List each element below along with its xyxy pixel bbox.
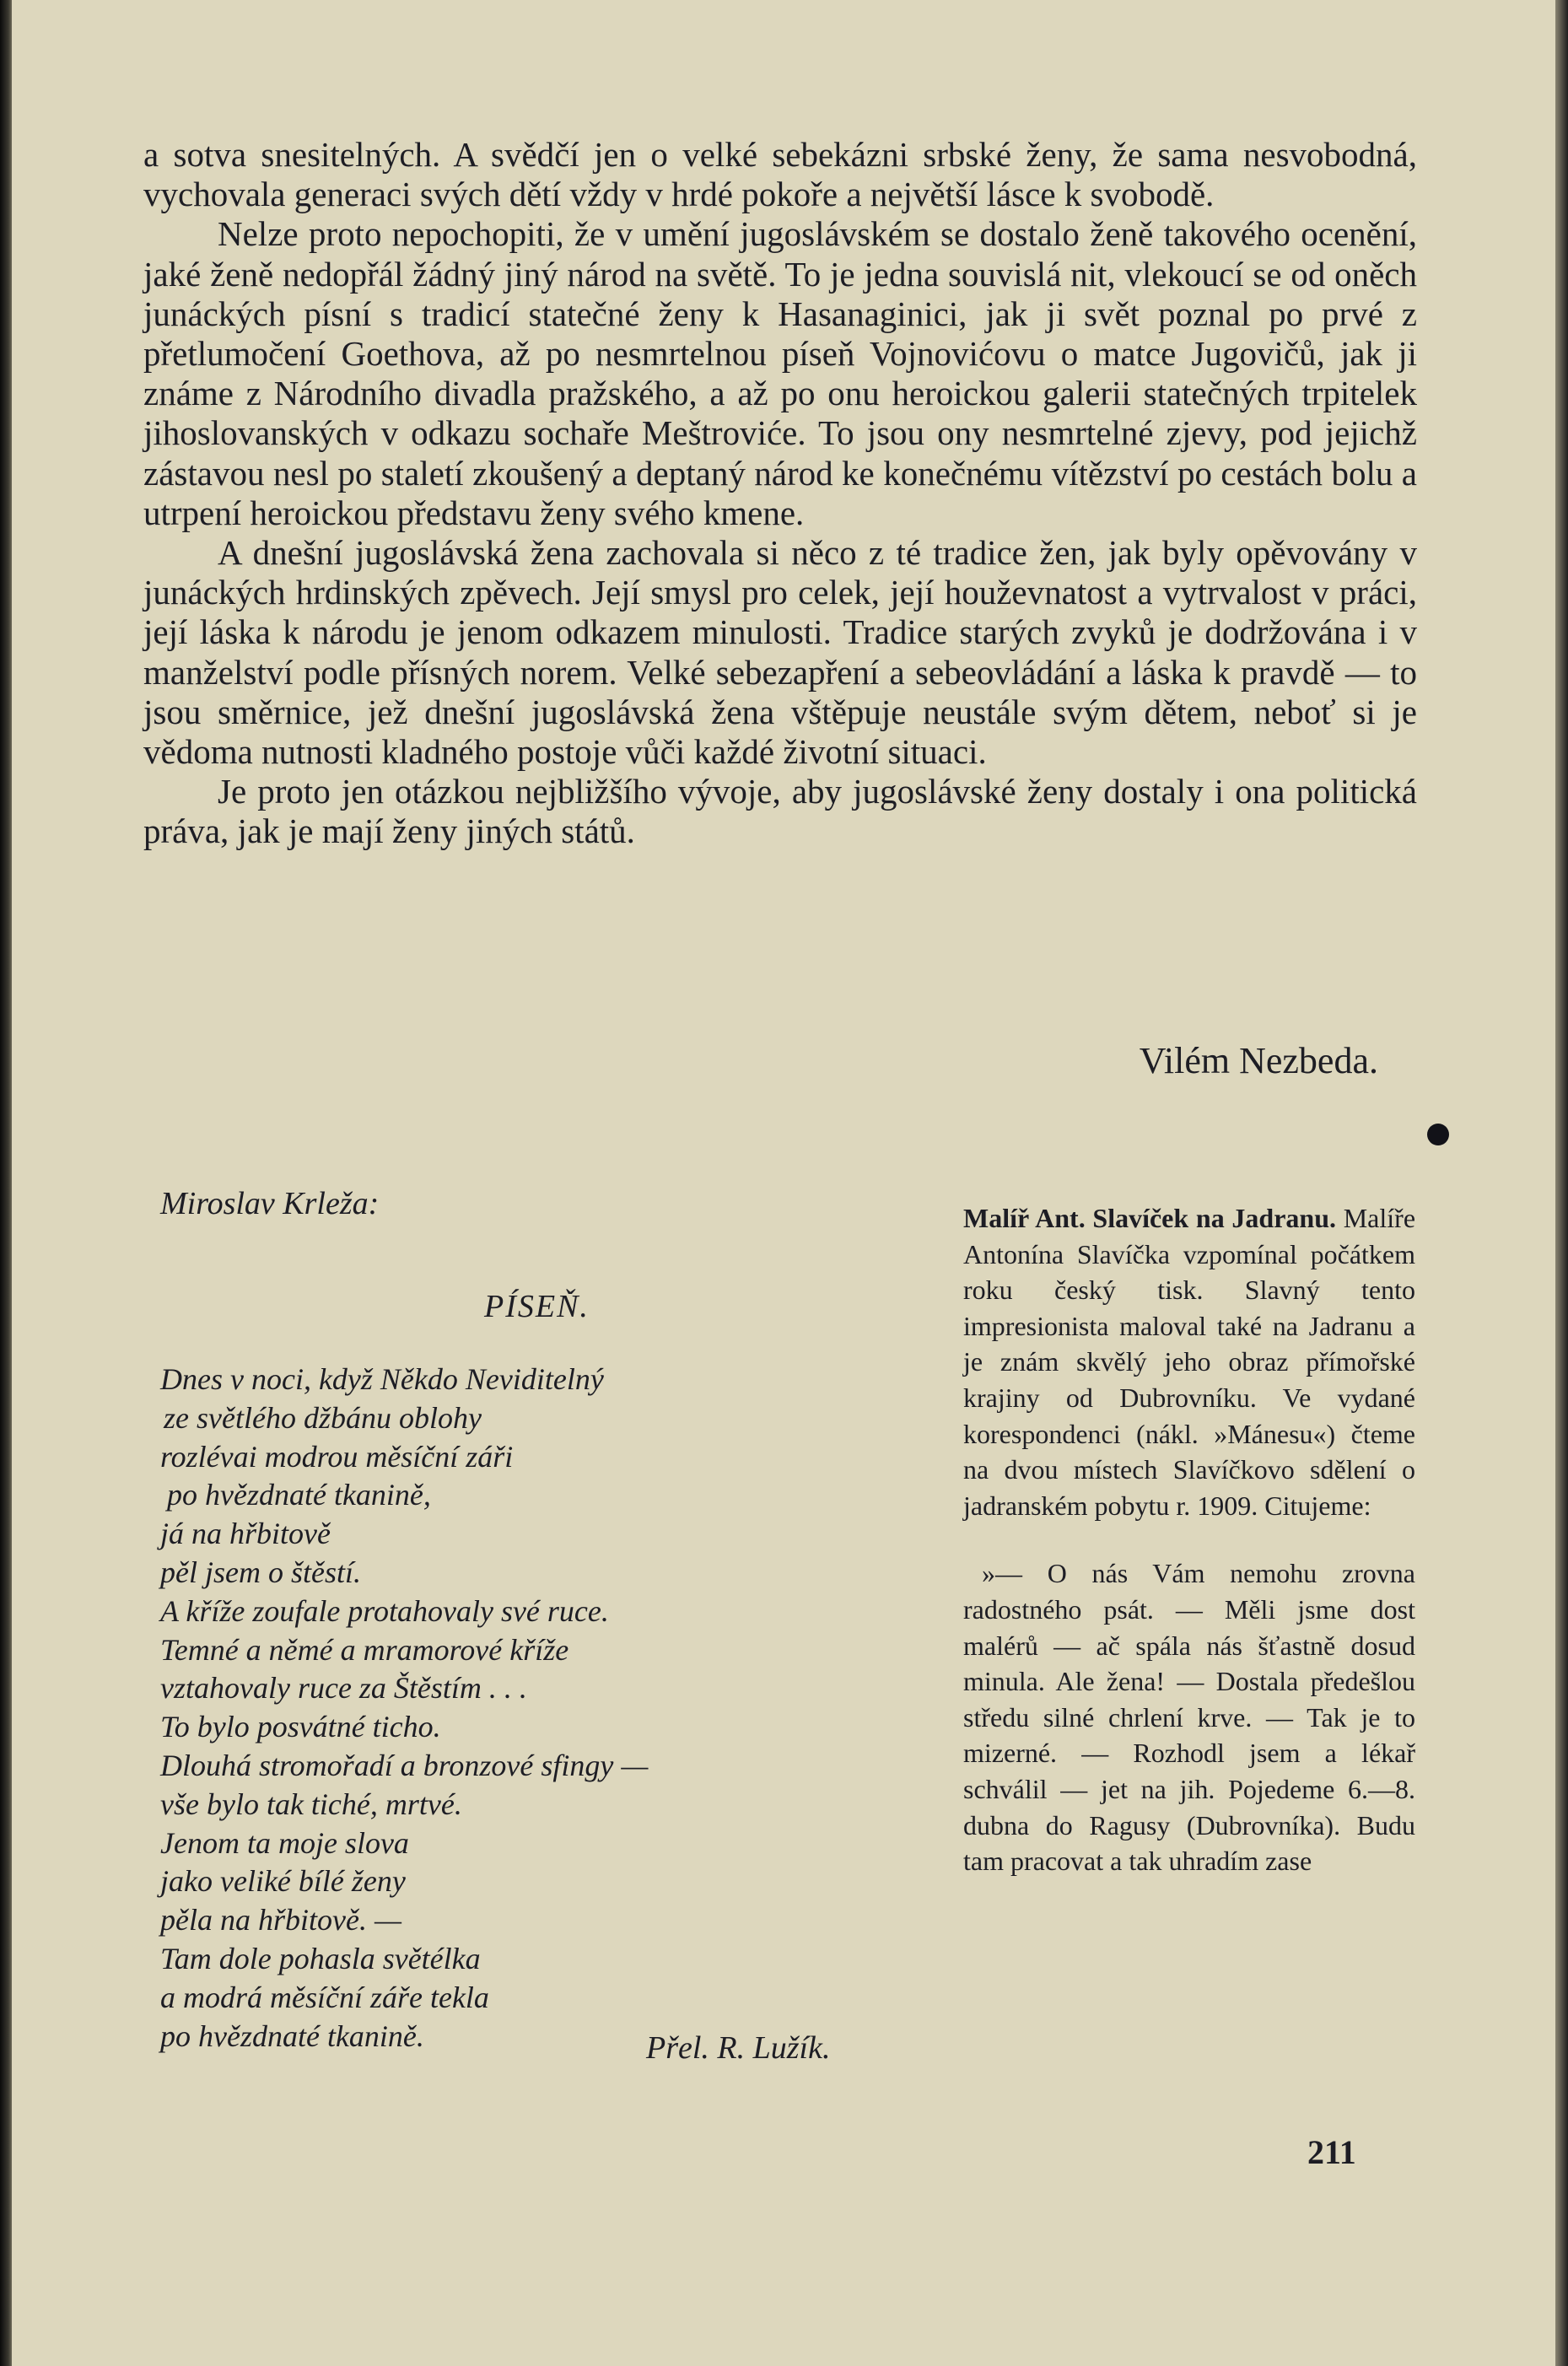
poem-verses (160, 1361, 919, 2056)
poem-verse: po hvězdnaté tkanině. (160, 2018, 424, 2053)
poem-verse: Temné a němé a mramorové kříže (160, 1632, 569, 1667)
article-paragraph-2: Nelze proto nepochopiti, že v umění jugoslávském se dostalo ženě takového ocenění, jaké ženě nedopřál žádný jiný národ na světě. To je jedna souvislá nit, vlekoucí se od oněch junáckých písní s tradicí statečné ženy k Hasanaginici, jak ji svět poznal po prvé z přetlumočení Goethova, až po nesmrtelnou píseň Vojnovićovu o matce Jugovičů, jak ji známe z Národního divadla pražského, a až po onu heroickou galerii statečných trpitelek jihoslovanských v odkazu sochaře Meštroviće. To jsou ony nesmrtelné zjevy, pod jejichž zástavou nesl po staletí zkoušený a deptaný národ ke konečnému vítězství po cestách bolu a utrpení heroickou představu ženy svého kmene. (143, 214, 1417, 532)
poem-verse: já na hřbitově (160, 1517, 331, 1551)
article-signature: Vilém Nezbeda. (1139, 1040, 1378, 1081)
poem-verse: To bylo posvátné ticho. (160, 1710, 441, 1744)
poem-verse: ze světlého džbánu oblohy (164, 1400, 482, 1435)
poem-verse: jako veliké bílé ženy (160, 1864, 406, 1899)
news-intro (963, 1200, 1415, 1523)
poem-verse: A kříže zoufale protahovaly své ruce. (160, 1593, 609, 1628)
poem-verse: Dlouhá stromořadí a bronzové sfingy — (160, 1748, 649, 1782)
poem-verse: rozlévai modrou měsíční záři (160, 1439, 514, 1474)
article-paragraph-4: Je proto jen otázkou nejbližšího vývoje, aby jugoslávské ženy dostaly i ona politická práva, jak je mají ženy jiných států. (143, 772, 1417, 851)
section-bullet (1427, 1124, 1449, 1145)
news-headline: Malíř Ant. Slavíček na Jadranu. (963, 1203, 1336, 1233)
news-quote: »— O nás Vám nemohu zrovna radostného psát. — Měli jsme dost malérů — ač spála nás šťastně dosud minula. Ale žena! — Dostala předešlou středu silné chrlení krve. — Tak je to mizerné. — Rozhodl jsem a lékař schválil — jet na jih. Pojedeme 6.—8. dubna do Ragusy (Dubrovníka). Budu tam pracovat a tak uhradím zase (963, 1558, 1415, 1877)
news-column (963, 1200, 1415, 1879)
poem-verse: Jenom ta moje slova (160, 1825, 409, 1860)
poem-verse: Dnes v noci, když Někdo Neviditelný (160, 1362, 604, 1396)
page-number: 211 (1307, 2133, 1356, 2171)
article-paragraph-1: a sotva snesitelných. A svědčí jen o velké sebekázni srbské ženy, že sama nesvobodná, vychovala generaci svých dětí vždy v hrdé pokoře a největší lásce k svobodě. (143, 135, 1417, 214)
article-text (143, 135, 1417, 852)
book-page (12, 0, 1555, 2366)
poem-verse: vztahovaly ruce za Štěstím . . . (160, 1671, 527, 1706)
poem (160, 1185, 919, 2056)
poem-author: Miroslav Krleža: (160, 1186, 380, 1221)
poem-verse: Tam dole pohasla světélka (160, 1941, 481, 1975)
poem-verse: pěl jsem o štěstí. (160, 1555, 361, 1589)
poem-verse: po hvězdnaté tkanině, (167, 1478, 431, 1512)
poem-translator: Přel. R. Lužík. (646, 2030, 831, 2066)
poem-verse: vše bylo tak tiché, mrtvé. (160, 1787, 462, 1821)
article-paragraph-3: A dnešní jugoslávská žena zachovala si něco z té tradice žen, jak byly opěvovány v junáckých hrdinských zpěvech. Její smysl pro celek, její houževnatost a vytrvalost v práci, její láska k národu je jenom odkazem minulosti. Tradice starých zvyků je dodržována i v manželství podle přísných norem. Velké sebezapření a sebeovládání a láska k pravdě — to jsou směrnice, jež dnešní jugoslávská žena vštěpuje neustále svým dětem, neboť si je vědoma nutnosti kladného postoje vůči každé životní situaci. (143, 533, 1417, 772)
news-body: Malíře Antonína Slavíčka vzpomínal počátkem roku český tisk. Slavný tento impresionista maloval také na Jadranu a je znám skvělý jeho obraz přímořské krajiny od Dubrovníku. Ve vydané korespondenci (nákl. »Mánesu«) čteme na dvou místech Slavíčkovo sdělení o jadranském pobytu r. 1909. Citujeme: (963, 1203, 1416, 1521)
page-left-edge (0, 0, 12, 2366)
poem-verse: pěla na hřbitově. — (160, 1903, 401, 1938)
poem-verse: a modrá měsíční záře tekla (160, 1980, 489, 2014)
page-right-edge (1555, 0, 1568, 2366)
poem-title: PÍSEŇ. (484, 1289, 590, 1324)
